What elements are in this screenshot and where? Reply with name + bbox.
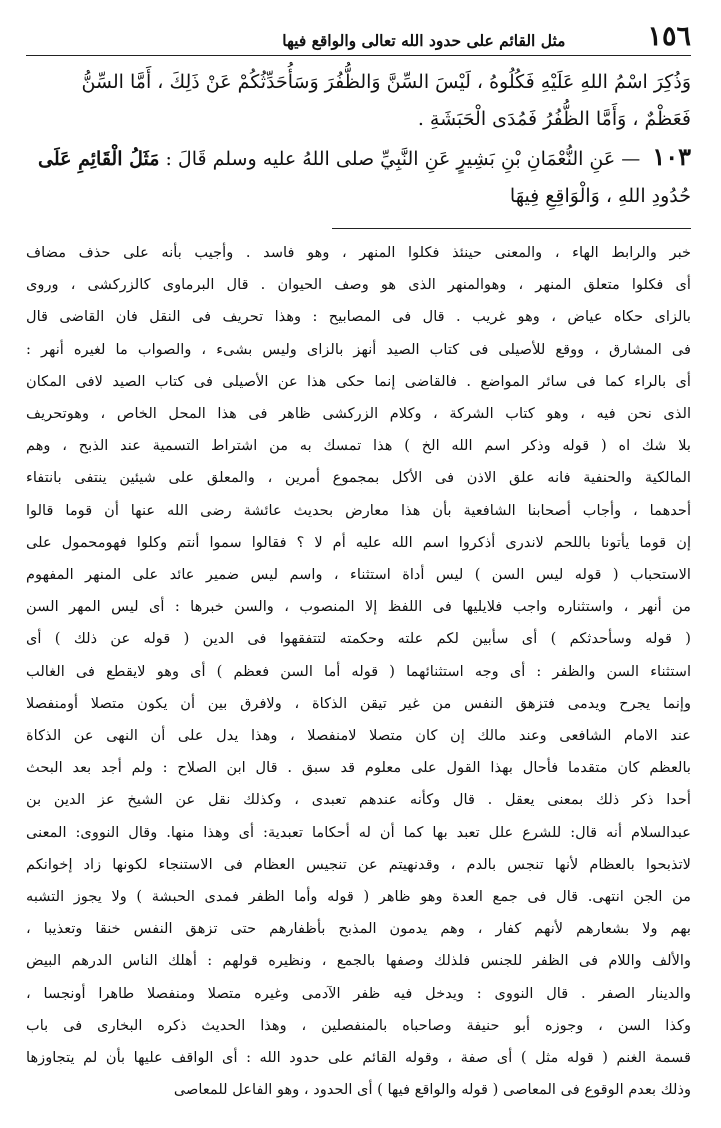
hadith-block bbox=[26, 64, 691, 215]
commentary-line: خبر والرابط الهاء ، والمعنى حينئذ فكلوا المنهر ، وهو فاسد . وأجيب بأنه على حذف مضاف bbox=[26, 244, 691, 261]
hadith-dash: — bbox=[621, 148, 641, 170]
commentary-block bbox=[26, 237, 691, 1106]
hadith-isnad: عَنِ النُّعْمَانِ بْنِ بَشِيرٍ عَنِ النَّبِيِّ صلى اللهُ عليه وسلم قَالَ : bbox=[165, 148, 616, 170]
hadith-103-line-1 bbox=[26, 138, 691, 178]
commentary-line: بهم ولا بشعارهم لأنهم كفار ، وهم يدمون المذبح بأظفارهم حتى تزهق النفس خنقا وتعذيبا ، bbox=[26, 920, 691, 938]
commentary-line: الذى نحن فيه ، وهو كتاب الشركة ، وكلام الزركشى ظاهر فى هذا المحل الخاص ، وهوتحريف bbox=[26, 405, 691, 423]
hadith-103-line-2: حُدُودِ اللهِ ، وَالْوَاقِعِ فِيهَا bbox=[509, 185, 691, 207]
commentary-line: بالعظم كان متقدما فأحال بهذا القول على معلوم قد سبق . قال ابن الصلاح : ولم أجد بعد البحث bbox=[26, 759, 691, 777]
commentary-line: من الجن انتهى. قال فى جمع العدة وهو ظاهر ( قوله وأما الظفر فمدى الحبشة ) ولا يجوز التشبه bbox=[26, 888, 691, 906]
hadith-text-line-1: وَذُكِرَ اسْمُ اللهِ عَلَيْهِ فَكُلُوهُ ، لَيْسَ السِّنَّ وَالظُّفُرَ وَسَأُحَدِّثُكُمْ عَنْ ذَلِكَ ، أَمَّا السِّنُّ bbox=[81, 71, 691, 93]
footnote-separator bbox=[332, 228, 691, 229]
commentary-line: أى بالراء كما فى سائر المواضع . فالقاضى إنما حكى هذا عن الأصيلى فى كتاب الصيد لافى المكان bbox=[26, 372, 691, 390]
commentary-line: أحدهما ، وأجاب أصحابنا الشافعية بأن هذا معارض بحديث عائشة رضى الله عنها أن قوما قالوا bbox=[26, 501, 691, 519]
commentary-line: بلا شك اه ( قوله وذكر اسم الله الخ ) هذا تمسك به من اشتراط التسمية عند الذبح ، وهم bbox=[26, 437, 691, 455]
commentary-line: وذلك بعدم الوقوع فى المعاصى ( قوله والواقع فيها ) أى الحدود ، وهو الفاعل للمعاصى bbox=[173, 1081, 691, 1099]
commentary-line: وكذا السن ، وجوزه أبو حنيفة وصاحباه بالمنفصلين ، وهذا الحديث ذكره البخارى فى باب bbox=[26, 1016, 691, 1034]
page-number: ١٥٦ bbox=[647, 21, 691, 52]
commentary-line: أى فكلوا متعلق المنهر ، وهوالمنهر الذى هو وصف الحيوان . قال البرماوى كالزركشى ، وروى bbox=[26, 276, 691, 294]
commentary-line: من أنهر ، واستثناره واجب فلايليها فى اللفظ إلا المنصوب ، والسن خبرها : أى ليس المهر السن bbox=[26, 598, 691, 616]
commentary-line: لاتذبحوا بالعظام لأنها تنجس بالدم ، وقدنهيتم عن تنجيس العظام فى الاستنجاء لكونها زاد إخوانكم bbox=[26, 855, 691, 873]
commentary-line: أحدا ذكر ذلك بمعنى يعقل . قال وكأنه عندهم تعبدى ، وكذلك نقل عن الشيخ عز الدين بن bbox=[26, 791, 691, 809]
commentary-line: استثناء السن والظفر : أى وجه استثنائهما ( قوله أما السن فعظم ) أى وهو لايقطع فى الغالب bbox=[26, 662, 691, 680]
hadith-matn-start: مَثَلُ الْقَائِمِ عَلَى bbox=[38, 148, 160, 170]
commentary-line: إن قوما يأتونا باللحم لاندرى أذكروا اسم الله عليه أم لا ؟ فقالوا سموا أنتم وكلوا فهومحمول على bbox=[26, 533, 691, 551]
commentary-line: عبدالسلام أنه قال: للشرع علل تعبد بها كما أن له أحكاما تعبدية: أى وهذا منها. وقال النووى: المعنى bbox=[26, 823, 691, 841]
commentary-line: الاستحباب ( قوله ليس السن ) ليس أداة استثناء ، واسم ليس ضمير عائد على المنهر المفهوم bbox=[26, 566, 691, 584]
hadith-text-line-2: فَعَظْمٌ ، وَأَمَّا الظُّفُرُ فَمُدَى الْحَبَشَةِ . bbox=[417, 108, 691, 130]
commentary-line: ( قوله وسأحدثكم ) أى سأبين لكم علته وحكمته لتتفقهوا فى الدين ( قوله عن ذلك ) أى bbox=[26, 630, 691, 648]
commentary-line: المالكية والحنفية فانه علق الاذن فى الأكل بمجموع أمرين ، والمعلق على شيئين ينتفى بانتفاء bbox=[26, 469, 691, 487]
commentary-line: والألف واللام فى الظفر للجنس فلذلك وصفها بالجمع ، ونظيره قولهم : أهلك الناس الدرهم البيض bbox=[26, 952, 691, 970]
commentary-line: قسمة الغنم ( قوله مثل ) أى صفة ، وقوله القائم على حدود الله : أى الواقف عليها بأن لم يتجاوزها bbox=[26, 1049, 691, 1067]
commentary-line: بالزاى حكاه عياض ، وهو غريب . قال فى المصابيح : وهذا تحريف فى النقل فان القاضى قال bbox=[26, 308, 691, 326]
commentary-line: عند الامام الشافعى وعند مالك إن كان متصلا لامنفصلا ، وهذا يدل على أن النهى عن الذكاة bbox=[26, 727, 691, 745]
running-title: مثل القائم على حدود الله تعالى والواقع فيها bbox=[282, 31, 566, 50]
page-header bbox=[26, 22, 691, 56]
commentary-line: وإنما يجرح ويدمى فتزهق النفس من غير تيقن الذكاة ، ولافرق بين أن يكون متصلا أومنفصلا bbox=[26, 694, 691, 712]
commentary-line: والدينار الصفر . قال النووى : ويدخل فيه ظفر الآدمى وغيره متصلا ومنفصلا طاهرا أونجسا ، bbox=[26, 984, 691, 1002]
hadith-number: ١٠٣ bbox=[652, 142, 691, 171]
commentary-line: فى المشارق ، ووقع للأصيلى فى كتاب الصيد أنهز بالزاى وليس بشىء ، والصواب ما لغيره أنهر : bbox=[26, 340, 691, 358]
